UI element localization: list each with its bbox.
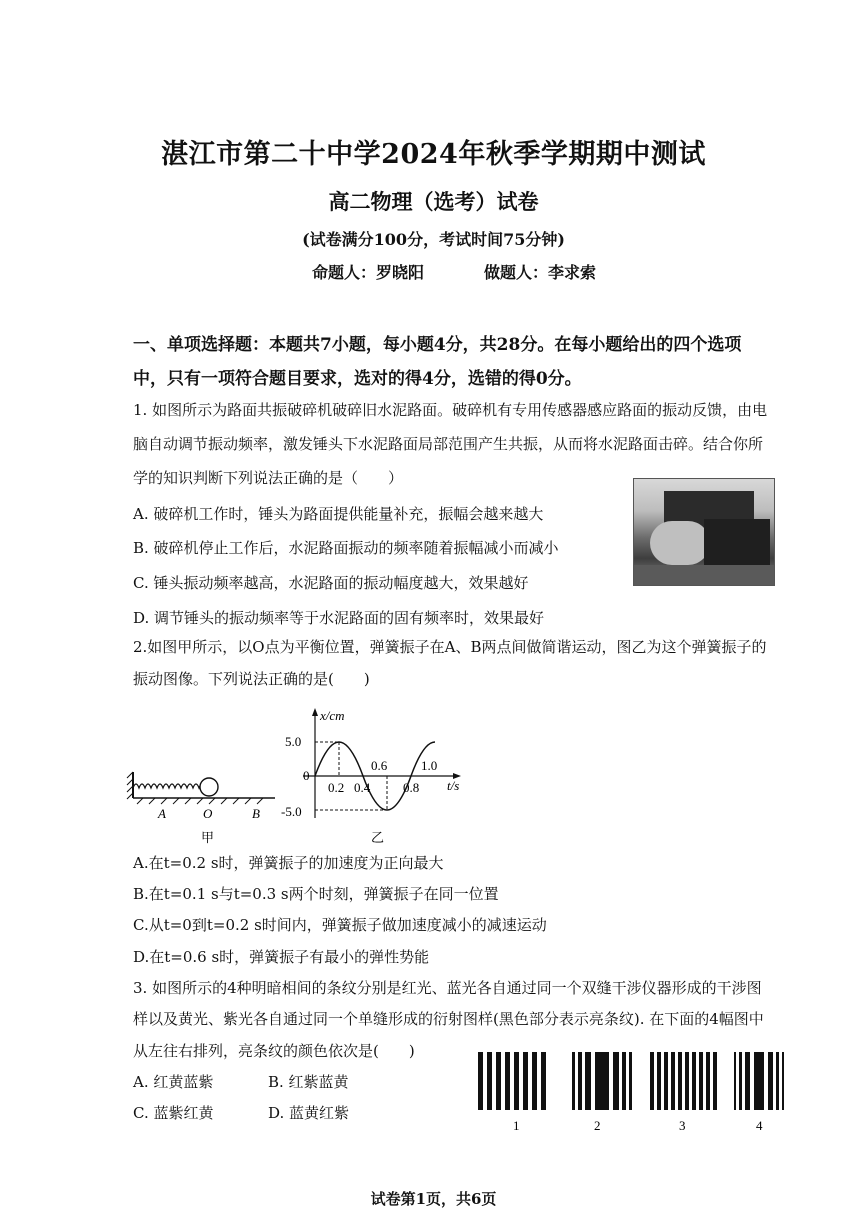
page-footer: 试卷第1页，共6页 — [370, 1190, 497, 1208]
q1-option-c: C. 锤头振动频率越高，水泥路面的振动幅度越大，效果越好 — [133, 574, 529, 592]
fringe-pattern-3 — [650, 1052, 717, 1110]
section-heading-2: 中，只有一项符合题目要求，选对的得4分，选错的得0分。 — [133, 369, 582, 389]
tick-04: 0.4 — [354, 780, 371, 795]
q2-stem-1: 2.如图甲所示，以O点为平衡位置，弹簧振子在A、B两点间做简谐运动，图乙为这个弹簧振子的 — [133, 638, 767, 656]
q2-option-c: C.从t=0到t=0.2 s时间内，弹簧振子做加速度减小的减速运动 — [133, 916, 547, 934]
fringe-label-1: 1 — [513, 1118, 520, 1133]
q1-stem-2: 脑自动调节振动频率，激发锤头下水泥路面局部范围产生共振，从而将水泥路面击碎。结合你所 — [133, 435, 764, 453]
q1-option-b: B. 破碎机停止工作后，水泥路面振动的频率随着振幅减小而减小 — [133, 539, 559, 557]
q1-option-d: D. 调节锤头的振动频率等于水泥路面的固有频率时，效果最好 — [133, 609, 545, 627]
q2-option-d: D.在t=0.6 s时，弹簧振子有最小的弹性势能 — [133, 948, 430, 966]
point-o-label: O — [203, 806, 213, 821]
tick-10: 1.0 — [421, 758, 438, 773]
q3-option-b: B. 红紫蓝黄 — [268, 1073, 349, 1091]
y-bottom-label: -5.0 — [281, 804, 302, 819]
setter: 命题人：罗晓阳 — [312, 263, 425, 282]
spring-oscillator-diagram — [127, 772, 275, 846]
q1-stem-3: 学的知识判断下列说法正确的是（ ） — [133, 469, 404, 487]
tick-08: 0.8 — [403, 780, 420, 795]
fringe-pattern-2 — [572, 1052, 632, 1110]
q2-stem-2: 振动图像。下列说法正确的是( ) — [133, 670, 370, 688]
school-title: 湛江市第二十中学2024年秋季学期期中测试 — [161, 139, 706, 170]
fringe-label-3: 3 — [679, 1118, 686, 1133]
q1-stem-1: 1. 如图所示为路面共振破碎机破碎旧水泥路面。破碎机有专用传感器感应路面的振动反馈，由电 — [133, 401, 768, 419]
fringe-label-2: 2 — [594, 1118, 601, 1133]
tick-02: 0.2 — [328, 780, 345, 795]
road-breaker-photo — [633, 478, 775, 586]
fringe-label-4: 4 — [756, 1118, 763, 1133]
q2-figure — [125, 700, 485, 850]
label-yi: 乙 — [371, 831, 385, 846]
y-top-label: 5.0 — [285, 734, 302, 749]
q2-option-b: B.在t=0.1 s与t=0.3 s两个时刻，弹簧振子在同一位置 — [133, 885, 499, 903]
point-b-label: B — [252, 806, 260, 821]
exam-info: (试卷满分100分，考试时间75分钟) — [302, 230, 565, 249]
subject-title: 高二物理（选考）试卷 — [328, 189, 539, 214]
solver: 做题人：李求索 — [484, 263, 597, 282]
q3-option-c: C. 蓝紫红黄 — [133, 1104, 214, 1122]
q3-option-a: A. 红黄蓝紫 — [133, 1073, 214, 1091]
x-axis-label: t/s — [447, 778, 460, 793]
origin-label: 0 — [303, 768, 310, 783]
q3-option-d: D. 蓝黄红紫 — [268, 1104, 350, 1122]
y-axis-label: x/cm — [320, 708, 345, 723]
q3-stem-1: 3. 如图所示的4种明暗相间的条纹分别是红光、蓝光各自通过同一个双缝干涉仪器形成的干涉图 — [133, 979, 762, 997]
section-heading-1: 一、单项选择题：本题共7小题，每小题4分，共28分。在每小题给出的四个选项 — [133, 335, 742, 355]
q1-option-a: A. 破碎机工作时，锤头为路面提供能量补充，振幅会越来越大 — [133, 505, 544, 523]
fringe-patterns — [476, 1048, 796, 1136]
point-a-label: A — [158, 806, 166, 821]
q3-stem-3: 从左往右排列，亮条纹的颜色依次是( ) — [133, 1042, 415, 1060]
label-jia: 甲 — [201, 831, 215, 846]
fringe-pattern-4 — [734, 1052, 784, 1110]
tick-06: 0.6 — [371, 758, 388, 773]
q3-stem-2: 样以及黄光、紫光各自通过同一个单缝形成的衍射图样(黑色部分表示亮条纹). 在下面的4幅图中 — [133, 1010, 764, 1028]
q2-option-a: A.在t=0.2 s时，弹簧振子的加速度为正向最大 — [133, 854, 444, 872]
fringe-pattern-1 — [478, 1052, 546, 1110]
vibration-graph — [281, 708, 461, 846]
